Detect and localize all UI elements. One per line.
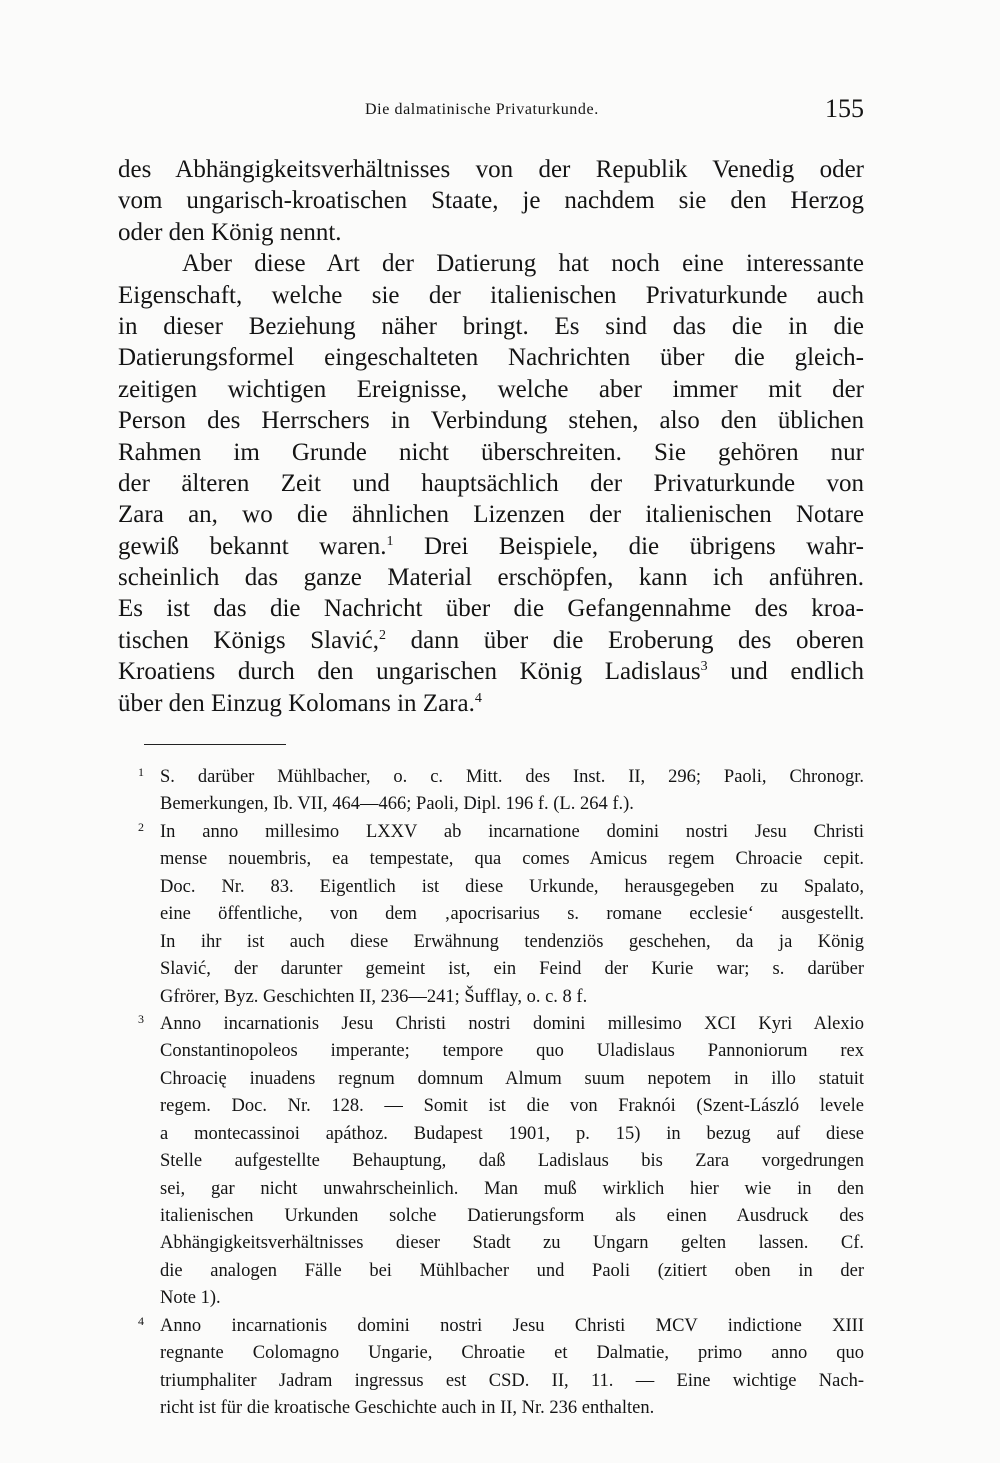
footnote-mark: 2 (138, 819, 144, 834)
body-line: Rahmen im Grunde nicht überschreiten. Sie gehören nur (118, 438, 864, 466)
body-line (118, 656, 864, 687)
footnote-line: eine öffentliche, von dem ‚apocrisarius s. romane ecclesie‘ ausgestellt. (160, 904, 864, 925)
footnote-ref: 1 (386, 533, 394, 549)
body-line: des Abhängigkeitsverhältnisses von der Republik Venedig oder (118, 156, 864, 183)
body-line: der älteren Zeit und hauptsächlich der Privaturkunde von (118, 469, 864, 497)
body-line: oder den König nennt. (118, 218, 342, 246)
footnote-line: a montecassinoi apáthoz. Budapest 1901, p. 15) in bezug auf diese (160, 1123, 864, 1144)
footnote-text: In anno millesimo LXXV ab incarnatione domini nostri Jesu Christi (160, 821, 864, 842)
running-title: Die dalmatinische Privaturkunde. (365, 101, 599, 118)
body-line: Datierungsformel eingeschalteten Nachrichten über die gleich- (118, 344, 864, 372)
body-text: tischen Königs Slavić, (118, 626, 379, 654)
footnote-ref: 4 (474, 690, 482, 706)
footnote-text: S. darüber Mühlbacher, o. c. Mitt. des Inst. II, 296; Paoli, Chronogr. (160, 767, 864, 787)
body-line (118, 688, 864, 719)
footnote-line (118, 1313, 864, 1340)
body-text: dann über die Eroberung des oberen (385, 626, 865, 654)
body-text: und endlich (707, 658, 864, 686)
footnote-line: Doc. Nr. 83. Eigentlich ist diese Urkunde, herausgegeben zu Spalato, (160, 876, 864, 897)
footnote-line: Note 1). (160, 1288, 221, 1309)
footnote-line: Bemerkungen, Ib. VII, 464—466; Paoli, Dipl. 196 f. (L. 264 f.). (160, 794, 634, 815)
body-line: Person des Herrschers in Verbindung stehen, also den üblichen (118, 407, 864, 435)
footnote-line: sei, gar nicht unwahrscheinlich. Man muß wirklich hier wie in den (160, 1178, 864, 1199)
footnote-line: Slavić, der darunter gemeint ist, ein Feind der Kurie war; s. darüber (160, 959, 864, 980)
body-text: über den Einzug Kolomans in Zara. (118, 689, 475, 717)
body-line: in dieser Beziehung näher bringt. Es sind das die in die (118, 312, 864, 340)
footnote-line (118, 819, 864, 846)
body-line: Es ist das die Nachricht über die Gefangennahme des kroa- (118, 595, 864, 623)
footnote-line: italienischen Urkunden solche Datierungsform als einen Ausdruck des (160, 1206, 864, 1226)
footnote-line: Stelle aufgestellte Behauptung, daß Ladislaus bis Zara vorgedrungen (160, 1151, 864, 1172)
body-line: Aber diese Art der Datierung hat noch eine interessante (182, 250, 864, 278)
body-line: zeitigen wichtigen Ereignisse, welche aber immer mit der (118, 375, 864, 403)
body-line: Zara an, wo die ähnlichen Lizenzen der italienischen Notare (118, 501, 864, 529)
running-head (118, 94, 864, 128)
footnote-line (118, 764, 864, 791)
body-text: gewiß bekannt waren. (118, 532, 387, 560)
footnote-line: triumphaliter Jadram ingressus est CSD. II, 11. — Eine wichtige Nach- (160, 1370, 864, 1391)
footnote-line: Gfrörer, Byz. Geschichten II, 236—241; Šufflay, o. c. 8 f. (160, 986, 588, 1007)
footnote-line (118, 1011, 864, 1038)
footnotes (118, 764, 864, 1423)
footnote-line: regnante Colomagno Ungarie, Chroatie et Dalmatie, primo anno quo (160, 1343, 864, 1364)
footnote-line: Constantinopoleos imperante; tempore quo Uladislaus Pannoniorum rex (160, 1041, 864, 1062)
body-line: vom ungarisch-kroatischen Staate, je nachdem sie den Herzog (118, 187, 864, 215)
footnote-rule (144, 744, 286, 745)
body-text: Kroatiens durch den ungarischen König Ladislaus (118, 658, 701, 686)
footnote-text: Anno incarnationis Jesu Christi nostri domini millesimo XCI Kyri Alexio (160, 1013, 864, 1034)
footnote-text: Anno incarnationis domini nostri Jesu Christi MCV indictione XIII (160, 1315, 864, 1336)
body-line: Eigenschaft, welche sie der italienischen Privaturkunde auch (118, 281, 864, 309)
footnote-line: die analogen Fälle bei Mühlbacher und Paoli (zitiert oben in der (160, 1260, 864, 1281)
footnote-line: Chroacię inuadens regnum domnum Almum suum nepotem in illo statuit (160, 1068, 864, 1089)
footnote-mark: 1 (138, 765, 144, 779)
footnote-line: regem. Doc. Nr. 128. — Somit ist die von Fraknói (Szent-László levele (160, 1096, 864, 1117)
body-text: Drei Beispiele, die übrigens wahr- (393, 532, 864, 560)
footnote-line: mense nouembris, ea tempestate, qua comes Amicus regem Chroacie cepit. (160, 849, 864, 870)
footnote-mark: 3 (138, 1011, 144, 1026)
body-line (118, 531, 864, 562)
footnote-ref: 2 (378, 627, 386, 643)
footnote-line: richt ist für die kroatische Geschichte auch in II, Nr. 236 enthalten. (160, 1398, 655, 1419)
footnote-ref: 3 (700, 659, 708, 675)
main-text (118, 154, 864, 719)
page-number: 155 (825, 94, 864, 123)
footnote-line: In ihr ist auch diese Erwähnung tendenziös geschehen, da ja König (160, 931, 864, 952)
footnote-line: Abhängigkeitsverhältnisses dieser Stadt zu Ungarn gelten lassen. Cf. (160, 1233, 864, 1254)
footnote-mark: 4 (138, 1313, 144, 1328)
body-line (118, 625, 864, 656)
body-line: scheinlich das ganze Material erschöpfen, kann ich anführen. (118, 564, 864, 592)
